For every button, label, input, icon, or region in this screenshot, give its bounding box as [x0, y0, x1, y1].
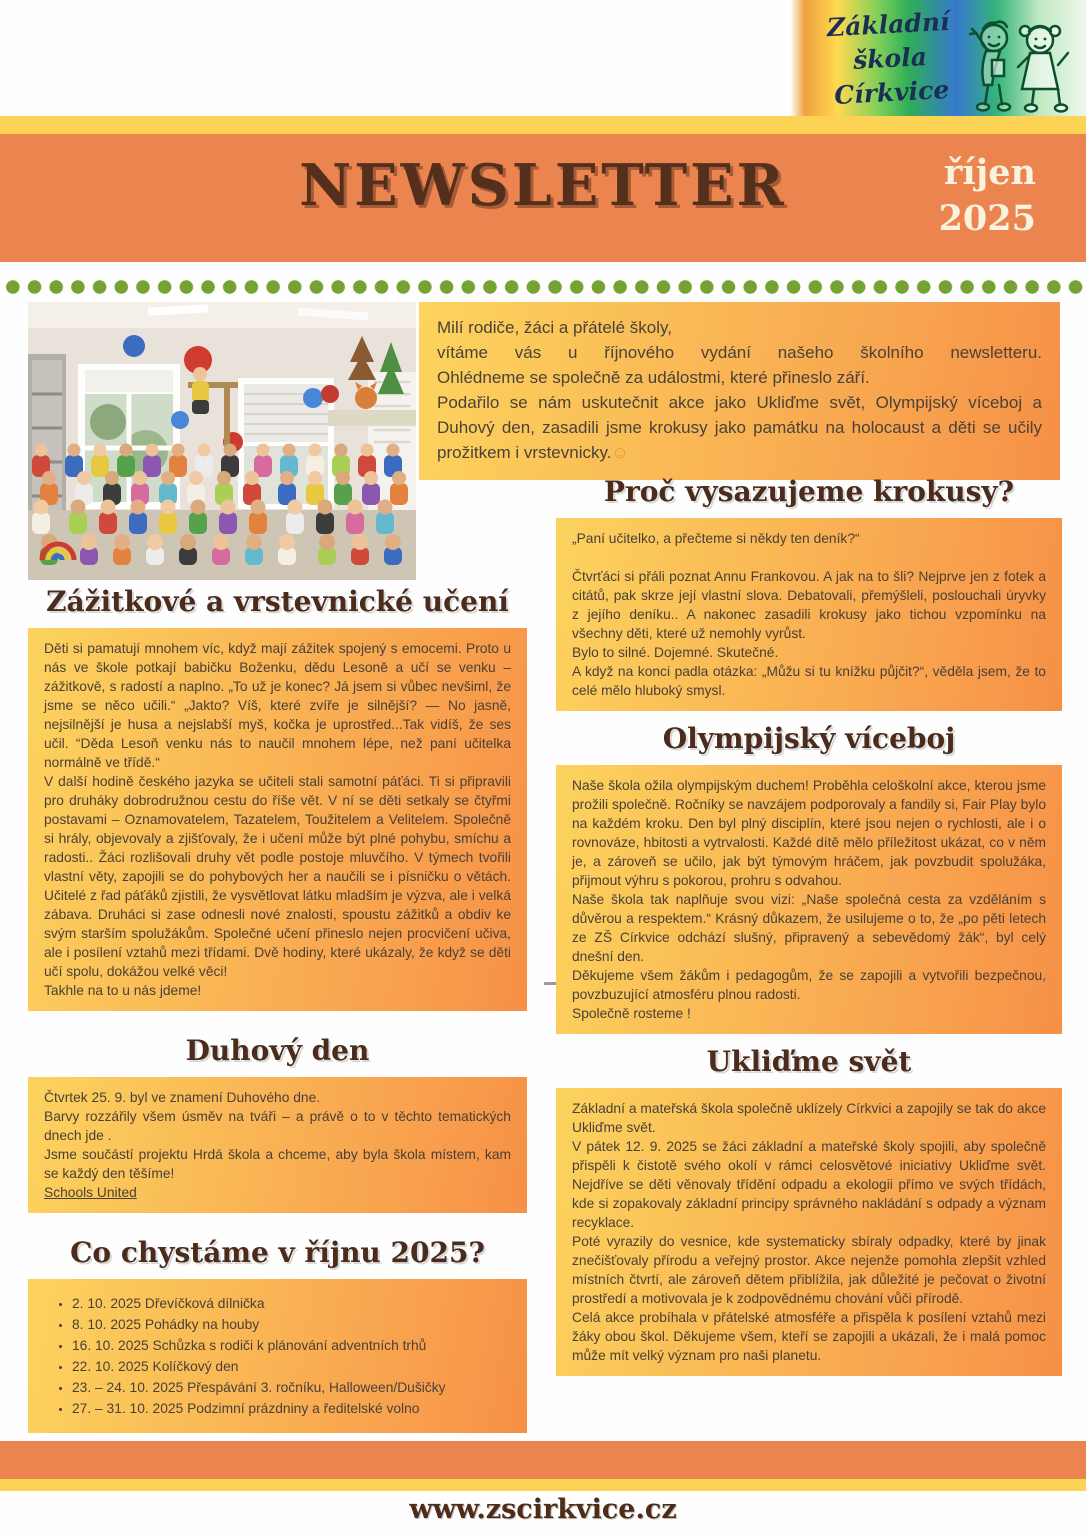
- upcoming-events-list: [44, 1290, 511, 1422]
- paragraph: Jsme součástí projektu Hrdá škola a chceme, aby byla škola místem, kam se každý den těšíme!: [44, 1147, 511, 1181]
- paragraph: Poté vyrazily do vesnice, kde systematicky sbíraly odpadky, které by jinak znečišťovaly přírodu a veřejný prostor. Akce nejenže pomohla zlepšit vzhled místních čtvrtí, ale zároveň dětem přiblížila, jak důležité je pečovat o životní prostředí a motivovala je k zodpovědnému chování vůči přírodě.: [572, 1234, 1046, 1306]
- event-item: • 23. – 24. 10. 2025 Přespávání 3. ročníku, Halloween/Dušičky: [72, 1378, 511, 1397]
- section-box-chystame: [28, 1279, 527, 1433]
- intro-box: [419, 302, 1060, 480]
- intro-paragraph: vítáme vás u říjnového vydání našeho školního newsletteru.: [437, 343, 1042, 362]
- paragraph: Naše škola ožila olympijským duchem! Proběhla celoškolní akce, kterou jsme prožili společně. Ročníky se navzájem podporovaly a fandily si, Fair Play bylo na každém kroku. Den byl plný disciplín, které jsou nejen o rychlosti, ale i o rovnováze, hbitosti a vytrvalosti. Každé dítě mělo příležitost ukázat, co v něm je, a zároveň se učilo, jak být týmovým hráčem, jak povzbudit spolužáka, přijmout výhru s pokorou, prohru s odvahou.: [572, 778, 1046, 888]
- logo-line-3: Církvice: [833, 74, 950, 110]
- dotted-divider: [0, 279, 1086, 295]
- section-box-olympijsky: [556, 765, 1062, 1034]
- paragraph: Naše škola tak naplňuje svou vizi: „Naše společná cesta za vzděláním s důvěrou a respektem.“ Krásný důkazem, že usilujeme o to, že „po pěti letech ze ZŠ Církvice odchází slušný, připravený a sebevědomý žák“, byl celý dnešní den.: [572, 892, 1046, 964]
- section-heading-duhovy: Duhový den: [185, 1034, 370, 1067]
- paragraph: Základní a mateřská škola společně uklízely Církvici a zapojily se tak do akce Ukliďme svět.: [572, 1101, 1046, 1135]
- event-item: • 16. 10. 2025 Schůzka s rodiči k plánování adventních trhů: [72, 1336, 511, 1355]
- smiley-emoji: ☺: [611, 443, 629, 462]
- event-item: • 27. – 31. 10. 2025 Podzimní prázdniny a ředitelské volno: [72, 1399, 511, 1418]
- section-heading-chystame: Co chystáme v říjnu 2025?: [70, 1236, 485, 1269]
- footer-yellow-strip: [0, 1479, 1086, 1491]
- section-heading-olympijsky: Olympijský víceboj: [662, 722, 956, 755]
- section-box-duhovy: [28, 1077, 527, 1213]
- paragraph: V další hodině českého jazyka se učiteli stali samotní páťáci. Ti si připravili pro druháky dobrodružnou cestu do říše vět. V ní se děti setkaly se čtyřmi postavami – Oznamovatelem, Tazatelem, Toužitelem a Velitelem. Společně si hrály, objevovaly a zjišťovaly, že i učení může být plné pohybu, smíchu a radosti.. Žáci rozlišovali druhy vět podle postoje mluvčího. V týmech tvořili vlastní věty, zapojili se do pohybových her a naučili se i písničku o větách. Učitelé z řad páťáků zjistili, že vysvětlovat látku mladším je výzva, ale i velká zábava. Druháci si zase odnesli nové znalosti, spoustu zážitků a obdiv ke svým starším spolužákům. Společné učení přineslo nejen procvičení učiva, ale i posílení vztahů mezi třídami. Dvě hodiny, které ukázaly, že když se děti učí spolu, dokážou velké věci!: [44, 774, 511, 979]
- section-box-zazitkove: [28, 628, 527, 1011]
- paragraph: V pátek 12. 9. 2025 se žáci základní a mateřské školy spojili, aby společně přispěli k čistotě svého okolí v rámci celosvětové iniciativy Ukliďme svět. Nejdříve se děti věnovaly třídění odpadu a ekologii přímo ve svých třídách, kde si zopakovaly základní principy správného nakládání s odpady a význam recyklace.: [572, 1139, 1046, 1230]
- event-item: • 22. 10. 2025 Kolíčkový den: [72, 1357, 511, 1376]
- paragraph: [44, 1183, 511, 1202]
- right-column: [556, 476, 1062, 1376]
- schools-united-link[interactable]: Schools United: [44, 1185, 137, 1200]
- stray-dash-mark: [544, 982, 556, 985]
- rainbow-plush: [42, 544, 74, 560]
- issue-month: říjen: [943, 152, 1036, 193]
- section-heading-krokusy: Proč vysazujeme krokusy?: [603, 475, 1015, 508]
- school-logo-text: [811, 4, 968, 114]
- event-item: • 2. 10. 2025 Dřevíčková dílnička: [72, 1294, 511, 1313]
- footer-orange-band: [0, 1441, 1086, 1479]
- paragraph: Barvy rozzářily všem úsměv na tváři – a právě o to v těchto tematických dnech jde .: [44, 1109, 511, 1143]
- section-box-uklidme: [556, 1088, 1062, 1376]
- intro-greeting: Milí rodiče, žáci a přátelé školy,: [437, 318, 672, 337]
- paragraph: Celá akce probíhala v přátelské atmosféře a přispěla k posílení vztahů mezi žáky obou škol. Děkujeme všem, kteří se zapojili a ukázali, že i malá pomoc může mít velký význam pro naši planetu.: [572, 1310, 1046, 1363]
- logo-line-2: škola: [852, 42, 928, 75]
- issue-date: [939, 150, 1036, 241]
- kids-illustration: [952, 4, 1082, 114]
- section-heading-zazitkove: Zážitkové a vrstevnické učení: [46, 585, 509, 618]
- paragraph: Děkujeme všem žákům i pedagogům, že se zapojili a vytvořili bezpečnou, povzbuzující atmosféru plnou radosti.: [572, 968, 1046, 1002]
- paragraph: Čtvrťáci si přáli poznat Annu Frankovou. A jak na to šli? Nejprve jen z fotek a citátů, pak skrze její vlastní slova. Debatovali, přemýšleli, poslouchali úryvky z jejího deníku.. A nakonec zasadili krokusy jako tichou vzpomínku na všechny děti, které už nemohly vyrůst.: [572, 569, 1046, 641]
- logo-line-1: Základní: [826, 6, 951, 43]
- left-column: [28, 586, 527, 1433]
- header-orange-band: [0, 134, 1086, 262]
- paragraph: Čtvrtek 25. 9. byl ve znamení Duhového dne.: [44, 1090, 321, 1105]
- school-logo: [790, 0, 1086, 118]
- paragraph: Děti si pamatují mnohem víc, když mají zážitek spojený s emocemi. Proto u nás ve škole potkají babičku Boženku, dědu Lesoně a učí se venku – zážitkově, s radostí a naplno. „To už je konec? Já jsem si vůbec nevšiml, že jsme se něco učili.“ „Jakto? Víš, které zvíře je silnější? — No jasně, nejsilnější je husa a nejslabší myš, kočka je uprostřed...Tak vidíš, že ses učil. “Děda Lesoň venku nás to naučil mnohem lépe, než paní učitelka normálně ve třídě.“: [44, 641, 511, 770]
- intro-paragraph-text: Podařilo se nám uskutečnit akce jako Ukliďme svět, Olympijský víceboj a Duhový den, zasadili jsme krokusy jako památku na holocaust a děti se učily prožitkem i vrstevnicky.: [437, 393, 1042, 462]
- class-group-photo: [28, 302, 416, 580]
- header-yellow-strip: [0, 116, 1086, 134]
- paragraph: Společně rosteme !: [572, 1006, 691, 1021]
- paragraph: Bylo to silné. Dojemné. Skutečné.: [572, 645, 779, 660]
- paragraph: „Paní učitelko, a přečteme si někdy ten deník?“: [572, 531, 860, 546]
- intro-paragraph: Ohlédneme se společně za událostmi, které přineslo září.: [437, 368, 870, 387]
- event-item: • 8. 10. 2025 Pohádky na houby: [72, 1315, 511, 1334]
- section-box-krokusy: [556, 518, 1062, 711]
- school-website-link[interactable]: www.zscirkvice.cz: [409, 1494, 677, 1525]
- issue-year: 2025: [938, 197, 1036, 239]
- paragraph: A když na konci padla otázka: „Můžu si tu knížku půjčit?“, věděla jsem, že to celé mělo hluboký smysl.: [572, 664, 1046, 698]
- paragraph: Takhle na to u nás jdeme!: [44, 983, 202, 998]
- section-heading-uklidme: Ukliďme svět: [706, 1045, 912, 1078]
- intro-paragraph: [437, 390, 1042, 465]
- newsletter-title: NEWSLETTER: [299, 152, 787, 219]
